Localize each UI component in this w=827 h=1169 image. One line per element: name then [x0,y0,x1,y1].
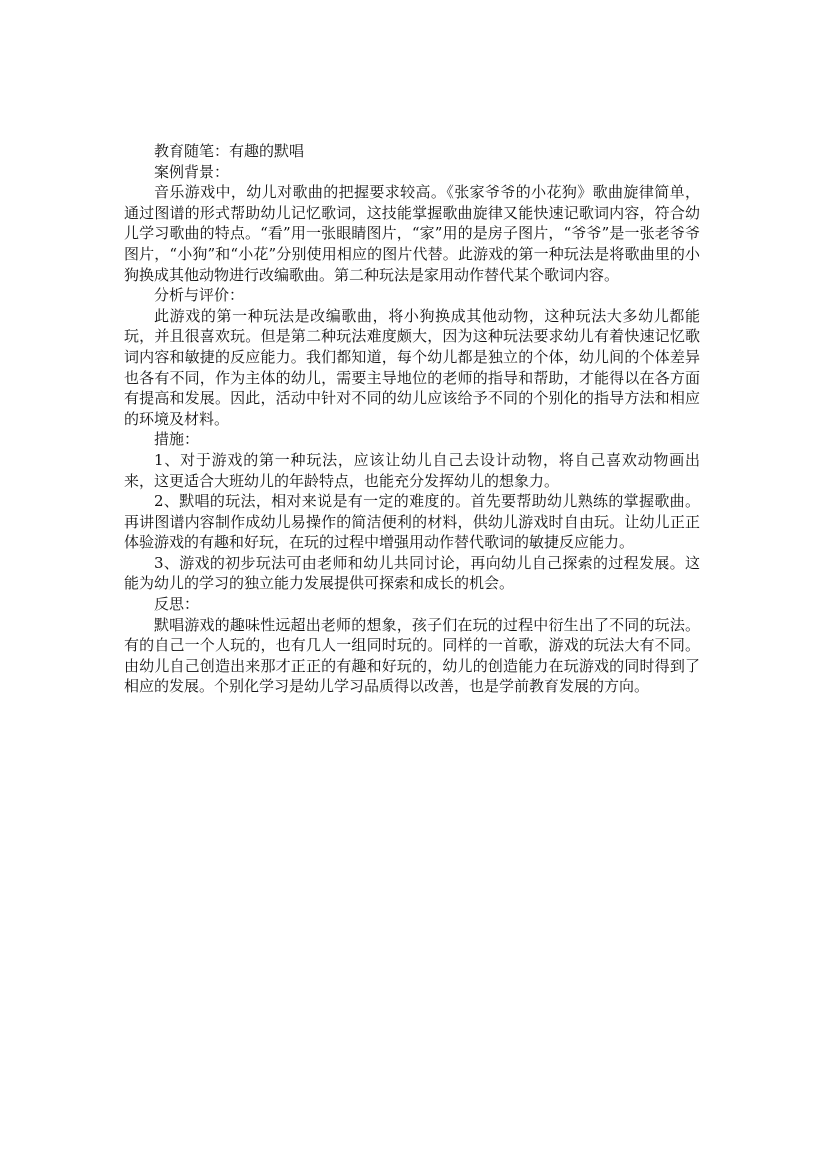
measure-item-2: 2、默唱的玩法，相对来说是有一定的难度的。首先要帮助幼儿熟练的掌握歌曲。再讲图谱内容制作成幼儿易操作的简洁便利的材料，供幼儿游戏时自由玩。让幼儿正正体验游戏的有趣和好玩，在玩的过程中增强用动作替代歌词的敏捷反应能力。 [124,492,700,552]
section-heading-reflection: 反思： [154,595,200,614]
measure-item-1: 1、对于游戏的第一种玩法，应该让幼儿自己去设计动物，将自己喜欢动物画出来，这更适合大班幼儿的年龄特点，也能充分发挥幼儿的想象力。 [124,450,700,490]
reflection-paragraph: 默唱游戏的趣味性远超出老师的想象，孩子们在玩的过程中衍生出了不同的玩法。有的自己一个人玩的，也有几人一组同时玩的。同样的一首歌，游戏的玩法大有不同。由幼儿自己创造出来那才正正的有趣和好玩的，幼儿的创造能力在玩游戏的同时得到了相应的发展。个别化学习是幼儿学习品质得以改善，也是学前教育发展的方向。 [124,615,700,696]
document-title: 教育随笔：有趣的默唱 [154,142,305,160]
document-body [124,141,700,697]
background-paragraph: 音乐游戏中，幼儿对歌曲的把握要求较高。《张家爷爷的小花狗》歌曲旋律简单，通过图谱的形式帮助幼儿记忆歌词，这技能掌握歌曲旋律又能快速记歌词内容，符合幼儿学习歌曲的特点。“看”用一张眼睛图片，“家”用的是房子图片，“爷爷”是一张老爷爷图片，“小狗”和“小花”分别使用相应的图片代替。此游戏的第一种玩法是将歌曲里的小狗换成其他动物进行改编歌曲。第二种玩法是家用动作替代某个歌词内容。 [124,183,700,284]
measure-item-3: 3、游戏的初步玩法可由老师和幼儿共同讨论，再向幼儿自己探索的过程发展。这能为幼儿的学习的独立能力发展提供可探索和成长的机会。 [124,553,700,593]
section-heading-analysis: 分析与评价： [154,286,245,305]
section-heading-measures: 措施： [154,430,200,449]
analysis-paragraph: 此游戏的第一种玩法是改编歌曲，将小狗换成其他动物，这种玩法大多幼儿都能玩，并且很喜欢玩。但是第二种玩法难度颇大，因为这种玩法要求幼儿有着快速记忆歌词内容和敏捷的反应能力。我们都知道，每个幼儿都是独立的个体，幼儿间的个体差异也各有不同，作为主体的幼儿，需要主导地位的老师的指导和帮助，才能得以在各方面有提高和发展。因此，活动中针对不同的幼儿应该给予不同的个别化的指导方法和相应的环境及材料。 [124,306,700,428]
section-heading-background: 案例背景： [154,162,230,181]
